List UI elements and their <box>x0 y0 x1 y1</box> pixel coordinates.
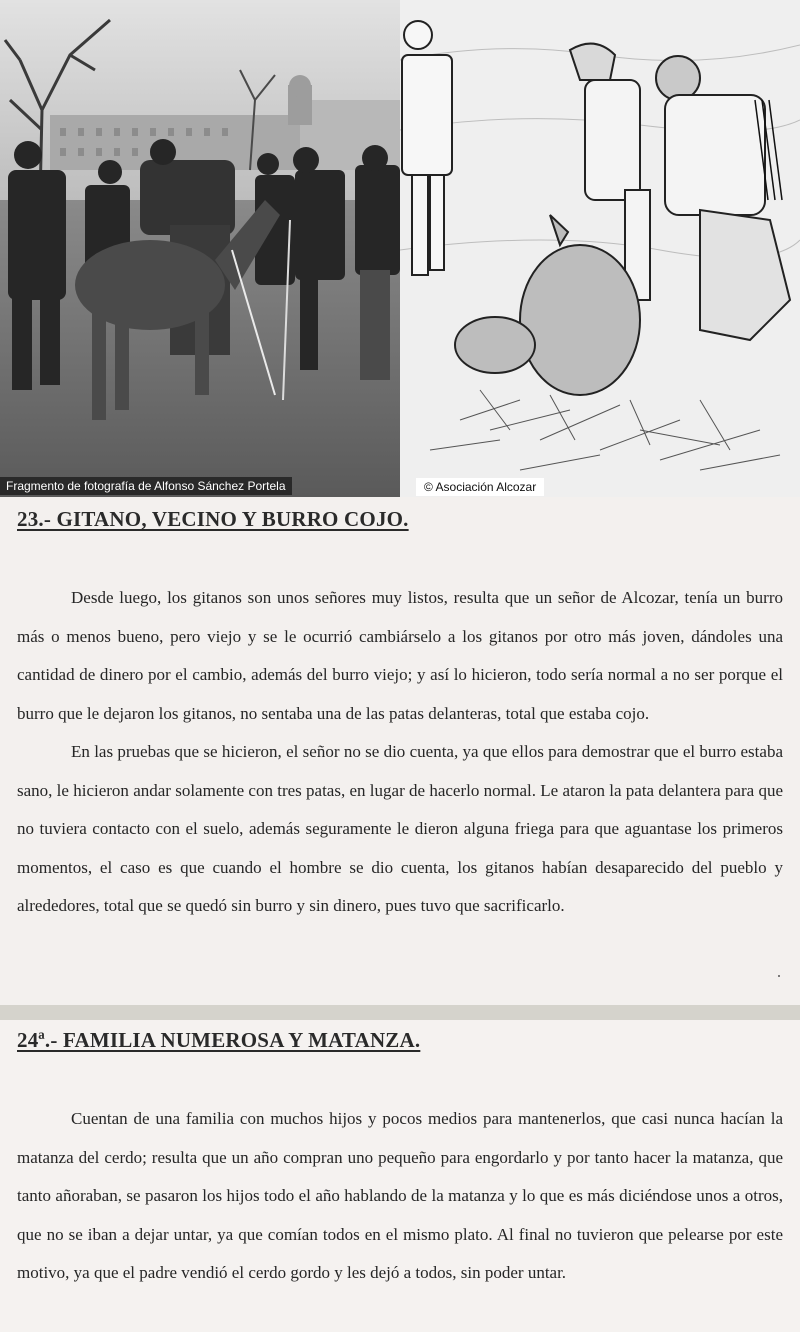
story-paragraph: En las pruebas que se hicieron, el señor no se dio cuenta, ya que ellos para demostrar que el burro estaba sano, le hicieron andar solamente con tres patas, en lugar de hacerlo normal. Le ataron la pata delantera para que no tuviera contacto con el suelo, además seguramente le dieron alguna friega para que aguantase los primeros momentos, el caso es que cuando el hombre se dio cuenta, los gitanos habían desaparecido del pueblo y alrededores, total que se quedó sin burro y sin dinero, pues tuvo que sacrificarlo. <box>17 742 783 915</box>
historical-market-photo <box>0 0 400 497</box>
story-body <box>17 579 783 926</box>
scan-speck <box>778 975 780 977</box>
story-body <box>17 1100 783 1293</box>
pig-slaughter-sketch <box>400 0 800 497</box>
page-divider <box>0 1005 800 1020</box>
sketch-photo-image <box>400 0 800 497</box>
market-photo-image <box>0 0 400 497</box>
story-24 <box>0 1020 800 1332</box>
photo-credit-right: © Asociación Alcozar <box>416 478 544 496</box>
photo-credit-left: Fragmento de fotografía de Alfonso Sánchez Portela <box>0 477 292 495</box>
story-paragraph: Cuentan de una familia con muchos hijos y pocos medios para mantenerlos, que casi nunca hacían la matanza del cerdo; resulta que un año compran uno pequeño para engordarlo y por tanto hacer la matanza, que tanto añoraban, se pasaron los hijos todo el año hablando de la matanza y lo que es más diciéndose unos a otros, que no se iban a dejar untar, ya que comían todos en el mismo plato. Al final no tuvieron que pelearse por este motivo, ya que el padre vendió el cerdo gordo y les dejó a todos, sin poder untar. <box>17 1109 783 1282</box>
story-23 <box>0 497 800 1005</box>
story-heading: 23.- GITANO, VECINO Y BURRO COJO. <box>17 507 409 531</box>
story-heading: 24ª.- FAMILIA NUMEROSA Y MATANZA. <box>17 1028 421 1052</box>
story-paragraph: Desde luego, los gitanos son unos señores muy listos, resulta que un señor de Alcozar, tenía un burro más o menos bueno, pero viejo y se le ocurrió cambiárselo a los gitanos por otro más joven, dándoles una cantidad de dinero por el cambio, además del burro viejo; y así lo hicieron, todo sería normal a no ser porque el burro que le dejaron los gitanos, no sentaba una de las patas delanteras, total que estaba cojo. <box>17 588 783 723</box>
photo-strip <box>0 0 800 497</box>
